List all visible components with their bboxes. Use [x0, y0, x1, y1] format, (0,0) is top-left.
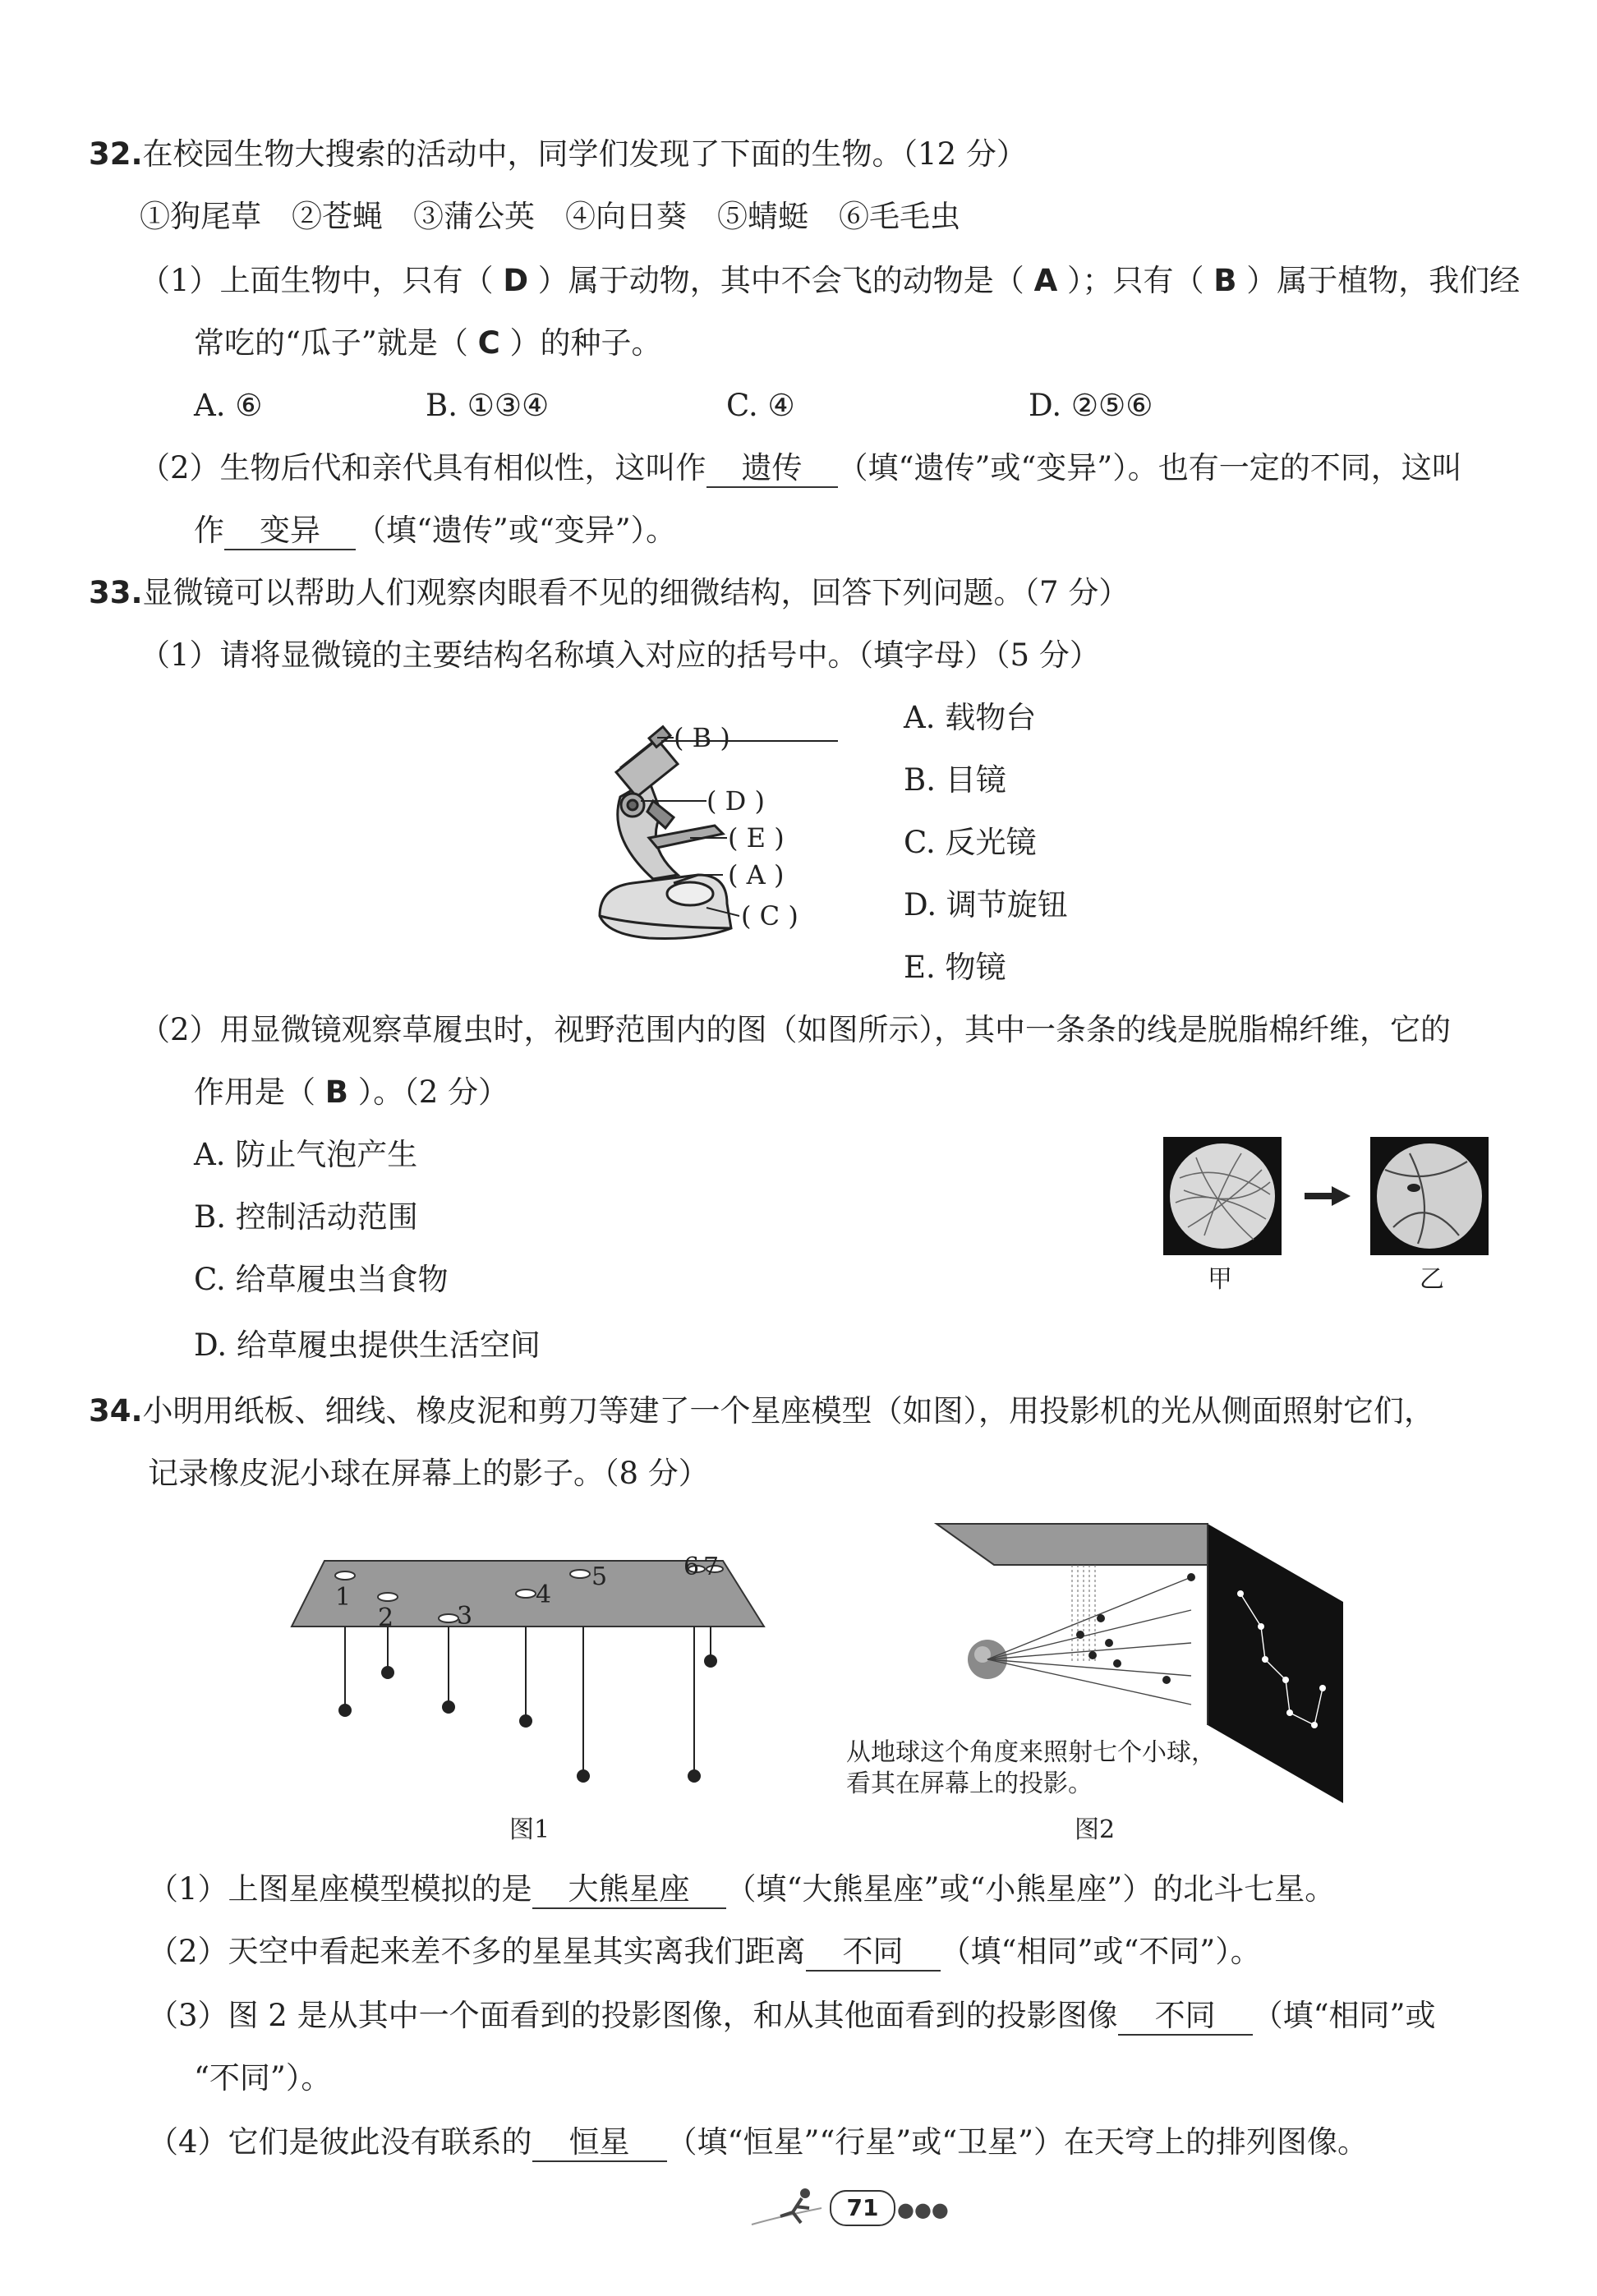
- text: （填“遗传”或“变异”）。也有一定的不同，这叫: [837, 450, 1462, 485]
- q32-part2-line1: [140, 449, 1462, 488]
- q34-blank-1: 大熊星座: [532, 1871, 726, 1909]
- microscope-label-d: ( D ): [706, 785, 765, 817]
- q34-blank-3: 不同: [1118, 1998, 1253, 2036]
- text: 常吃的“瓜子”就是（: [194, 325, 478, 361]
- microscope-leaders: [641, 723, 739, 936]
- ball-label-3: 3: [457, 1602, 473, 1631]
- q34-part3-line2: “不同”）。: [194, 2060, 332, 2096]
- figure-2-note-line2: 看其在屏幕上的投影。: [846, 1769, 1093, 1798]
- q34-part3-line1: [148, 1996, 1435, 2036]
- q33-option-d: D. 给草履虫提供生活空间: [194, 1327, 541, 1363]
- microscope-part-b: B. 目镜: [904, 762, 1006, 798]
- q32-blank-heredity: 遗传: [706, 450, 838, 488]
- q34-blank-4: 恒星: [532, 2124, 667, 2162]
- text: （1）上图星座模型模拟的是: [148, 1871, 532, 1907]
- text: （填“遗传”或“变异”）。: [356, 513, 677, 548]
- constellation-model-figure: [288, 1553, 772, 1791]
- text: （4）它们是彼此没有联系的: [148, 2124, 532, 2160]
- q32-answer-3: B: [1213, 263, 1237, 298]
- figure-1-caption: 图1: [509, 1815, 550, 1844]
- microscope-part-e: E. 物镜: [904, 950, 1006, 985]
- q32-option-a: A. ⑥: [194, 388, 263, 423]
- q34-number: 34.: [89, 1393, 143, 1429]
- q33-part2-line1: （2）用显微镜观察草履虫时，视野范围内的图（如图所示），其中一条条的线是脱脂棉纤维，它的: [140, 1012, 1452, 1047]
- q34-part2: [148, 1932, 1261, 1972]
- text: ）；只有（: [1057, 263, 1214, 298]
- q34-stem-1: 小明用纸板、细线、橡皮泥和剪刀等建了一个星座模型（如图），用投影机的光从侧面照射它们，: [142, 1393, 1435, 1429]
- figure-2-caption: 图2: [1075, 1815, 1116, 1844]
- q32-option-d: D. ②⑤⑥: [1029, 388, 1153, 423]
- q32-number: 32.: [89, 136, 143, 172]
- paramecium-microscope-images: [1163, 1137, 1492, 1260]
- image-left-caption: 甲: [1208, 1265, 1232, 1294]
- q32-part2-line2: [194, 511, 676, 550]
- microscope-label-a: ( A ): [728, 859, 785, 890]
- q33-answer: B: [324, 1074, 348, 1110]
- text: ）的种子。: [499, 325, 662, 361]
- ball-label-7: 7: [703, 1553, 720, 1581]
- q32-stem: 在校园生物大搜索的活动中，同学们发现了下面的生物。（12 分）: [142, 136, 1027, 172]
- text: ）。（2 分）: [347, 1074, 509, 1110]
- q32-items: ①狗尾草 ②苍蝇 ③蒲公英 ④向日葵 ⑤蜻蜓 ⑥毛毛虫: [140, 199, 960, 234]
- microscope-part-a: A. 载物台: [904, 700, 1037, 735]
- text: （填“大熊星座”或“小熊星座”）的北斗七星。: [725, 1871, 1336, 1907]
- image-right-caption: 乙: [1420, 1265, 1444, 1294]
- q32-option-c: C. ④: [726, 388, 795, 423]
- text: 作: [194, 513, 224, 548]
- microscope-label-c: ( C ): [741, 900, 798, 932]
- q33-option-b: B. 控制活动范围: [194, 1199, 418, 1235]
- q32-answer-2: A: [1033, 263, 1058, 298]
- page-dots-icon: ●●●: [897, 2198, 949, 2221]
- text: ）属于植物，我们经: [1236, 263, 1521, 298]
- page-number: 71: [830, 2190, 895, 2226]
- microscope-label-b: ( B ): [674, 722, 730, 753]
- q33-part2-line2: [194, 1073, 509, 1112]
- text: ）属于动物，其中不会飞的动物是（: [528, 263, 1034, 298]
- q34-stem-line1: [89, 1392, 1434, 1431]
- q32-answer-1: D: [503, 263, 529, 298]
- q33-part1: （1）请将显微镜的主要结构名称填入对应的括号中。（填字母）（5 分）: [140, 637, 1100, 673]
- ball-label-2: 2: [378, 1604, 394, 1632]
- text: （填“相同”或: [1252, 1998, 1436, 2033]
- q33-number: 33.: [89, 575, 143, 610]
- q33-stem: 显微镜可以帮助人们观察肉眼看不见的细微结构，回答下列问题。（7 分）: [142, 575, 1130, 610]
- text: （3）图 2 是从其中一个面看到的投影图像，和从其他面看到的投影图像: [148, 1998, 1118, 2033]
- q34-part1: [148, 1870, 1335, 1909]
- q34-blank-2: 不同: [806, 1934, 941, 1972]
- text: （填“恒星”“行星”或“卫星”）在天穹上的排列图像。: [666, 2124, 1369, 2160]
- figure-2-note-line1: 从地球这个角度来照射七个小球，: [846, 1738, 1216, 1767]
- microscope-part-c: C. 反光镜: [904, 825, 1037, 860]
- q32-answer-4: C: [477, 325, 500, 361]
- ball-label-4: 4: [536, 1581, 552, 1609]
- text: （1）上面生物中，只有（: [140, 263, 504, 298]
- microscope-label-e: ( E ): [728, 822, 785, 854]
- q32-option-b: B. ①③④: [426, 388, 550, 423]
- ball-label-5: 5: [591, 1562, 608, 1591]
- q33-option-a: A. 防止气泡产生: [194, 1137, 418, 1172]
- ball-label-1: 1: [335, 1583, 352, 1612]
- text: （2）天空中看起来差不多的星星其实离我们距离: [148, 1934, 806, 1969]
- q33-stem-line: [89, 573, 1129, 613]
- q34-stem-line2: 记录橡皮泥小球在屏幕上的影子。（8 分）: [148, 1456, 709, 1491]
- q32-blank-variation: 变异: [224, 513, 356, 550]
- text: 作用是（: [194, 1074, 325, 1110]
- ball-label-6: 6: [683, 1553, 700, 1581]
- q32-part1-line1: [140, 261, 1520, 301]
- q32-part1-line2: [194, 324, 662, 363]
- text: （2）生物后代和亲代具有相似性，这叫作: [140, 450, 706, 485]
- q34-part4: [148, 2123, 1368, 2162]
- q33-option-c: C. 给草履虫当食物: [194, 1262, 449, 1297]
- q32-stem-line: [89, 135, 1027, 174]
- text: （填“相同”或“不同”）。: [940, 1934, 1261, 1969]
- microscope-part-d: D. 调节旋钮: [904, 887, 1068, 923]
